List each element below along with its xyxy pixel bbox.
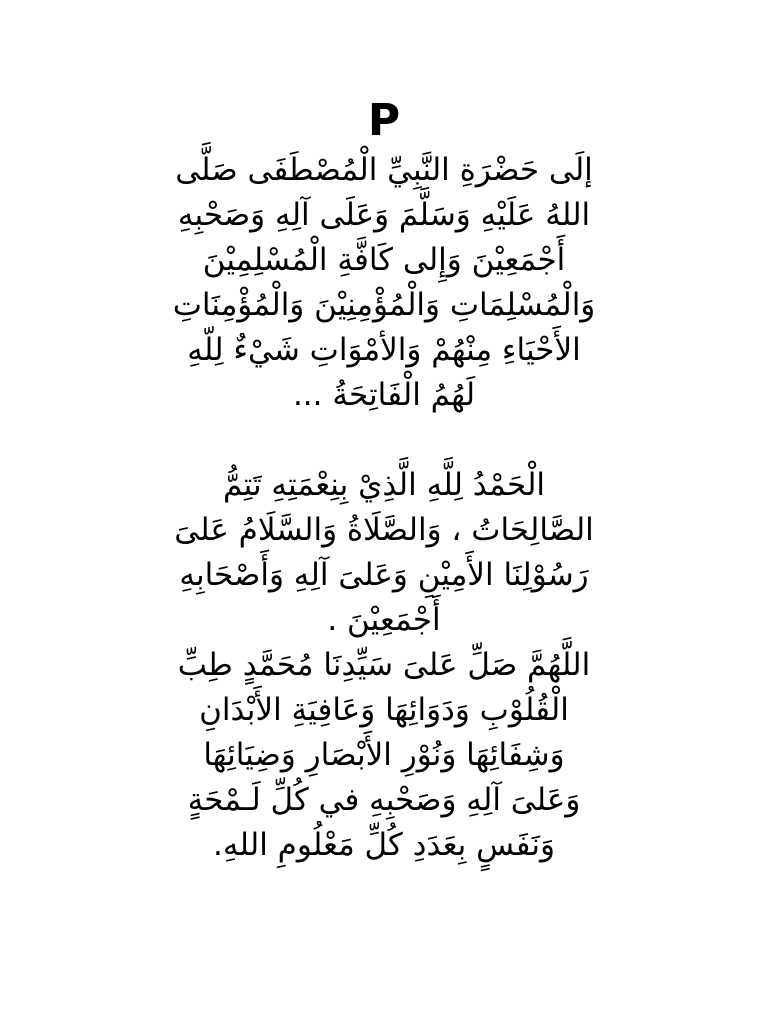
page-heading: P xyxy=(367,95,401,146)
text-line: اللهُ عَلَيْهِ وَسَلَّمَ وَعَلَى آلِهِ وَصَحْبِهِ xyxy=(177,197,591,233)
paragraph-fatiha-dedication xyxy=(110,148,658,418)
text-line: الْحَمْدُ لِلَّهِ الَّذِيْ بِنِعْمَتِهِ تَتِمُّ xyxy=(222,467,546,503)
text-line: لَهُمُ الْفَاتِحَةُ ... xyxy=(292,377,476,413)
paragraph-spacer xyxy=(110,418,658,463)
text-line: الْقُلُوْبِ وَدَوَائِهَا وَعَافِيَةِ الأَبْدَانِ xyxy=(199,692,569,728)
text-line: أَجْمَعِيْنَ وَإِلى كَافَّةِ الْمُسْلِمِيْنَ xyxy=(202,242,566,278)
text-line: الأَحْيَاءِ مِنْهُمْ وَالأمْوَاتِ شَيْءٌ لِلّهِ xyxy=(187,332,581,368)
text-line: الصَّالِحَاتُ ، وَالصَّلَاةُ وَالسَّلَامُ عَلىَ xyxy=(174,512,594,548)
text-line: وَشِفَائِهَا وَنُوْرِ الأَبْصَارِ وَضِيَائِهَا xyxy=(203,737,565,773)
text-line: إلَى حَضْرَةِ النَّبِيِّ الْمُصْطَفَى صَلَّى xyxy=(175,152,593,188)
paragraph-hamd xyxy=(110,463,658,643)
text-line: وَعَلىَ آلِهِ وَصَحْبِهِ في كُلِّ لَـمْحَةٍ xyxy=(187,782,581,818)
paragraph-salawat xyxy=(110,643,658,868)
text-line: رَسُوْلِنَا الأَمِيْنِ وَعَلىَ آلِهِ وَأَصْحَابِهِ xyxy=(179,557,589,593)
text-line: اللَّهُمَّ صَلِّ عَلىَ سَيِّدِنَا مُحَمَّدٍ طِبِّ xyxy=(177,647,591,683)
text-line: وَالْمُسْلِمَاتِ وَالْمُؤْمِنِيْنَ وَالْمُؤْمِنَاتِ xyxy=(172,287,596,323)
text-line: وَنَفَسٍ بِعَدَدِ كُلِّ مَعْلُومِ اللهِ. xyxy=(213,827,555,863)
text-line: أَجْمَعِيْنَ . xyxy=(327,602,441,638)
